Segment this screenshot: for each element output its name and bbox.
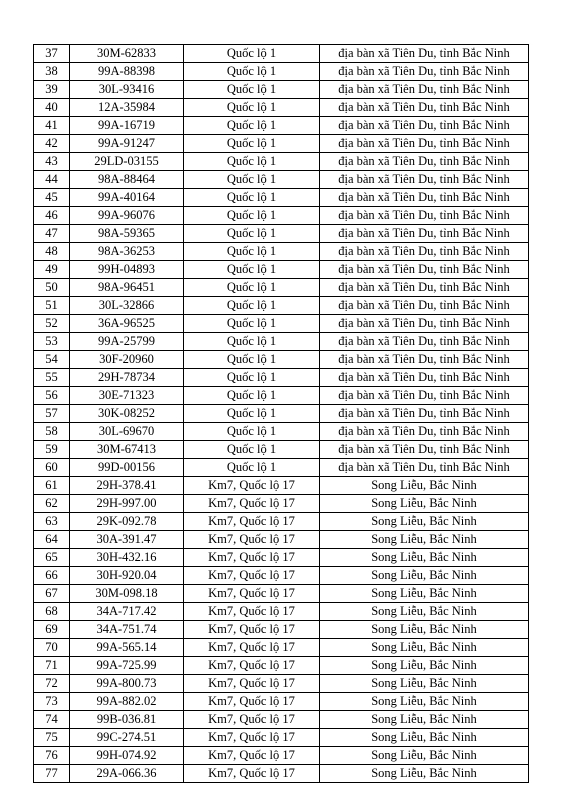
plate-number-cell: 30L-32866 [70,297,184,315]
plate-number-cell: 29K-092.78 [70,513,184,531]
road-cell: Quốc lộ 1 [184,171,320,189]
table-row [34,369,529,387]
location-cell: Song Liễu, Bắc Ninh [320,675,529,693]
table-row [34,423,529,441]
plate-number-cell: 29H-997.00 [70,495,184,513]
row-number-cell: 61 [34,477,70,495]
plate-number-cell: 99A-40164 [70,189,184,207]
location-cell: địa bàn xã Tiên Du, tỉnh Bắc Ninh [320,441,529,459]
location-cell: Song Liễu, Bắc Ninh [320,549,529,567]
plate-number-cell: 30M-098.18 [70,585,184,603]
plate-number-cell: 99A-88398 [70,63,184,81]
row-number-cell: 75 [34,729,70,747]
road-cell: Quốc lộ 1 [184,45,320,63]
table-row [34,513,529,531]
table-row [34,711,529,729]
plate-number-cell: 29A-066.36 [70,765,184,783]
plate-number-cell: 30A-391.47 [70,531,184,549]
location-cell: địa bàn xã Tiên Du, tỉnh Bắc Ninh [320,117,529,135]
location-cell: địa bàn xã Tiên Du, tỉnh Bắc Ninh [320,279,529,297]
road-cell: Km7, Quốc lộ 17 [184,531,320,549]
table-row [34,45,529,63]
location-cell: Song Liễu, Bắc Ninh [320,765,529,783]
row-number-cell: 74 [34,711,70,729]
table-row [34,531,529,549]
table-body [34,45,529,783]
plate-number-cell: 29H-378.41 [70,477,184,495]
location-cell: địa bàn xã Tiên Du, tỉnh Bắc Ninh [320,387,529,405]
location-cell: Song Liễu, Bắc Ninh [320,657,529,675]
row-number-cell: 73 [34,693,70,711]
road-cell: Quốc lộ 1 [184,315,320,333]
row-number-cell: 43 [34,153,70,171]
location-cell: Song Liễu, Bắc Ninh [320,477,529,495]
location-cell: Song Liễu, Bắc Ninh [320,513,529,531]
location-cell: địa bàn xã Tiên Du, tỉnh Bắc Ninh [320,297,529,315]
plate-number-cell: 99A-91247 [70,135,184,153]
road-cell: Km7, Quốc lộ 17 [184,495,320,513]
road-cell: Km7, Quốc lộ 17 [184,711,320,729]
location-cell: Song Liễu, Bắc Ninh [320,639,529,657]
plate-number-cell: 99H-04893 [70,261,184,279]
table-row [34,621,529,639]
plate-number-cell: 30L-93416 [70,81,184,99]
row-number-cell: 57 [34,405,70,423]
location-cell: địa bàn xã Tiên Du, tỉnh Bắc Ninh [320,225,529,243]
location-cell: Song Liễu, Bắc Ninh [320,603,529,621]
table-row [34,585,529,603]
road-cell: Quốc lộ 1 [184,261,320,279]
road-cell: Quốc lộ 1 [184,279,320,297]
table-row [34,765,529,783]
table-row [34,315,529,333]
plate-number-cell: 36A-96525 [70,315,184,333]
road-cell: Quốc lộ 1 [184,333,320,351]
table-row [34,261,529,279]
road-cell: Quốc lộ 1 [184,423,320,441]
table-row [34,333,529,351]
location-cell: Song Liễu, Bắc Ninh [320,567,529,585]
location-cell: địa bàn xã Tiên Du, tỉnh Bắc Ninh [320,315,529,333]
table-row [34,639,529,657]
table-row [34,657,529,675]
plate-number-cell: 99A-800.73 [70,675,184,693]
location-cell: Song Liễu, Bắc Ninh [320,495,529,513]
row-number-cell: 54 [34,351,70,369]
plate-number-cell: 34A-751.74 [70,621,184,639]
road-cell: Km7, Quốc lộ 17 [184,675,320,693]
location-cell: Song Liễu, Bắc Ninh [320,621,529,639]
row-number-cell: 66 [34,567,70,585]
location-cell: địa bàn xã Tiên Du, tỉnh Bắc Ninh [320,153,529,171]
road-cell: Quốc lộ 1 [184,369,320,387]
table-row [34,459,529,477]
plate-number-cell: 99D-00156 [70,459,184,477]
row-number-cell: 45 [34,189,70,207]
plate-number-cell: 12A-35984 [70,99,184,117]
table-row [34,81,529,99]
road-cell: Quốc lộ 1 [184,99,320,117]
location-cell: địa bàn xã Tiên Du, tỉnh Bắc Ninh [320,405,529,423]
row-number-cell: 77 [34,765,70,783]
location-cell: địa bàn xã Tiên Du, tỉnh Bắc Ninh [320,171,529,189]
row-number-cell: 38 [34,63,70,81]
road-cell: Quốc lộ 1 [184,441,320,459]
row-number-cell: 70 [34,639,70,657]
row-number-cell: 48 [34,243,70,261]
row-number-cell: 53 [34,333,70,351]
row-number-cell: 51 [34,297,70,315]
table-row [34,189,529,207]
table-row [34,405,529,423]
row-number-cell: 39 [34,81,70,99]
road-cell: Quốc lộ 1 [184,63,320,81]
road-cell: Km7, Quốc lộ 17 [184,657,320,675]
table-row [34,99,529,117]
table-row [34,549,529,567]
location-cell: địa bàn xã Tiên Du, tỉnh Bắc Ninh [320,369,529,387]
row-number-cell: 47 [34,225,70,243]
table-row [34,387,529,405]
table-row [34,675,529,693]
row-number-cell: 52 [34,315,70,333]
location-cell: địa bàn xã Tiên Du, tỉnh Bắc Ninh [320,189,529,207]
row-number-cell: 76 [34,747,70,765]
location-cell: Song Liễu, Bắc Ninh [320,585,529,603]
table-row [34,441,529,459]
location-cell: địa bàn xã Tiên Du, tỉnh Bắc Ninh [320,423,529,441]
road-cell: Quốc lộ 1 [184,351,320,369]
row-number-cell: 58 [34,423,70,441]
location-cell: địa bàn xã Tiên Du, tỉnh Bắc Ninh [320,135,529,153]
row-number-cell: 42 [34,135,70,153]
row-number-cell: 65 [34,549,70,567]
plate-number-cell: 99A-16719 [70,117,184,135]
table-row [34,279,529,297]
plate-number-cell: 29LD-03155 [70,153,184,171]
row-number-cell: 71 [34,657,70,675]
table-row [34,495,529,513]
road-cell: Quốc lộ 1 [184,135,320,153]
road-cell: Km7, Quốc lộ 17 [184,603,320,621]
table-row [34,117,529,135]
table-row [34,207,529,225]
table-row [34,603,529,621]
plate-number-cell: 34A-717.42 [70,603,184,621]
row-number-cell: 49 [34,261,70,279]
row-number-cell: 68 [34,603,70,621]
road-cell: Km7, Quốc lộ 17 [184,585,320,603]
table-row [34,135,529,153]
plate-number-cell: 30E-71323 [70,387,184,405]
row-number-cell: 46 [34,207,70,225]
plate-number-cell: 99B-036.81 [70,711,184,729]
row-number-cell: 56 [34,387,70,405]
row-number-cell: 44 [34,171,70,189]
location-cell: địa bàn xã Tiên Du, tỉnh Bắc Ninh [320,45,529,63]
table-row [34,171,529,189]
table-row [34,729,529,747]
table-row [34,297,529,315]
location-cell: địa bàn xã Tiên Du, tỉnh Bắc Ninh [320,63,529,81]
row-number-cell: 60 [34,459,70,477]
violation-table [33,44,529,783]
road-cell: Quốc lộ 1 [184,225,320,243]
table-row [34,477,529,495]
plate-number-cell: 30K-08252 [70,405,184,423]
plate-number-cell: 99A-725.99 [70,657,184,675]
road-cell: Quốc lộ 1 [184,297,320,315]
road-cell: Quốc lộ 1 [184,81,320,99]
plate-number-cell: 98A-59365 [70,225,184,243]
location-cell: Song Liễu, Bắc Ninh [320,747,529,765]
table-row [34,747,529,765]
road-cell: Km7, Quốc lộ 17 [184,621,320,639]
plate-number-cell: 99A-882.02 [70,693,184,711]
road-cell: Km7, Quốc lộ 17 [184,693,320,711]
row-number-cell: 37 [34,45,70,63]
road-cell: Km7, Quốc lộ 17 [184,639,320,657]
location-cell: địa bàn xã Tiên Du, tỉnh Bắc Ninh [320,333,529,351]
road-cell: Km7, Quốc lộ 17 [184,747,320,765]
row-number-cell: 64 [34,531,70,549]
table-row [34,153,529,171]
location-cell: địa bàn xã Tiên Du, tỉnh Bắc Ninh [320,207,529,225]
location-cell: địa bàn xã Tiên Du, tỉnh Bắc Ninh [320,99,529,117]
location-cell: Song Liễu, Bắc Ninh [320,711,529,729]
location-cell: Song Liễu, Bắc Ninh [320,729,529,747]
row-number-cell: 72 [34,675,70,693]
plate-number-cell: 30H-920.04 [70,567,184,585]
plate-number-cell: 99A-25799 [70,333,184,351]
road-cell: Quốc lộ 1 [184,153,320,171]
plate-number-cell: 29H-78734 [70,369,184,387]
table-row [34,693,529,711]
table-row [34,351,529,369]
plate-number-cell: 98A-88464 [70,171,184,189]
road-cell: Km7, Quốc lộ 17 [184,477,320,495]
table-row [34,225,529,243]
row-number-cell: 67 [34,585,70,603]
plate-number-cell: 99A-565.14 [70,639,184,657]
road-cell: Quốc lộ 1 [184,189,320,207]
row-number-cell: 41 [34,117,70,135]
location-cell: địa bàn xã Tiên Du, tỉnh Bắc Ninh [320,351,529,369]
plate-number-cell: 30F-20960 [70,351,184,369]
road-cell: Km7, Quốc lộ 17 [184,513,320,531]
location-cell: địa bàn xã Tiên Du, tỉnh Bắc Ninh [320,459,529,477]
plate-number-cell: 30L-69670 [70,423,184,441]
plate-number-cell: 99H-074.92 [70,747,184,765]
plate-number-cell: 30H-432.16 [70,549,184,567]
table-row [34,567,529,585]
row-number-cell: 62 [34,495,70,513]
plate-number-cell: 98A-36253 [70,243,184,261]
road-cell: Quốc lộ 1 [184,243,320,261]
row-number-cell: 69 [34,621,70,639]
row-number-cell: 50 [34,279,70,297]
plate-number-cell: 30M-62833 [70,45,184,63]
plate-number-cell: 99A-96076 [70,207,184,225]
road-cell: Quốc lộ 1 [184,207,320,225]
location-cell: Song Liễu, Bắc Ninh [320,531,529,549]
road-cell: Quốc lộ 1 [184,117,320,135]
road-cell: Km7, Quốc lộ 17 [184,549,320,567]
road-cell: Km7, Quốc lộ 17 [184,729,320,747]
location-cell: địa bàn xã Tiên Du, tỉnh Bắc Ninh [320,81,529,99]
row-number-cell: 59 [34,441,70,459]
table-row [34,63,529,81]
row-number-cell: 55 [34,369,70,387]
location-cell: địa bàn xã Tiên Du, tỉnh Bắc Ninh [320,243,529,261]
row-number-cell: 63 [34,513,70,531]
plate-number-cell: 30M-67413 [70,441,184,459]
plate-number-cell: 98A-96451 [70,279,184,297]
road-cell: Quốc lộ 1 [184,387,320,405]
road-cell: Km7, Quốc lộ 17 [184,567,320,585]
table-row [34,243,529,261]
road-cell: Quốc lộ 1 [184,459,320,477]
row-number-cell: 40 [34,99,70,117]
location-cell: địa bàn xã Tiên Du, tỉnh Bắc Ninh [320,261,529,279]
road-cell: Quốc lộ 1 [184,405,320,423]
plate-number-cell: 99C-274.51 [70,729,184,747]
road-cell: Km7, Quốc lộ 17 [184,765,320,783]
location-cell: Song Liễu, Bắc Ninh [320,693,529,711]
